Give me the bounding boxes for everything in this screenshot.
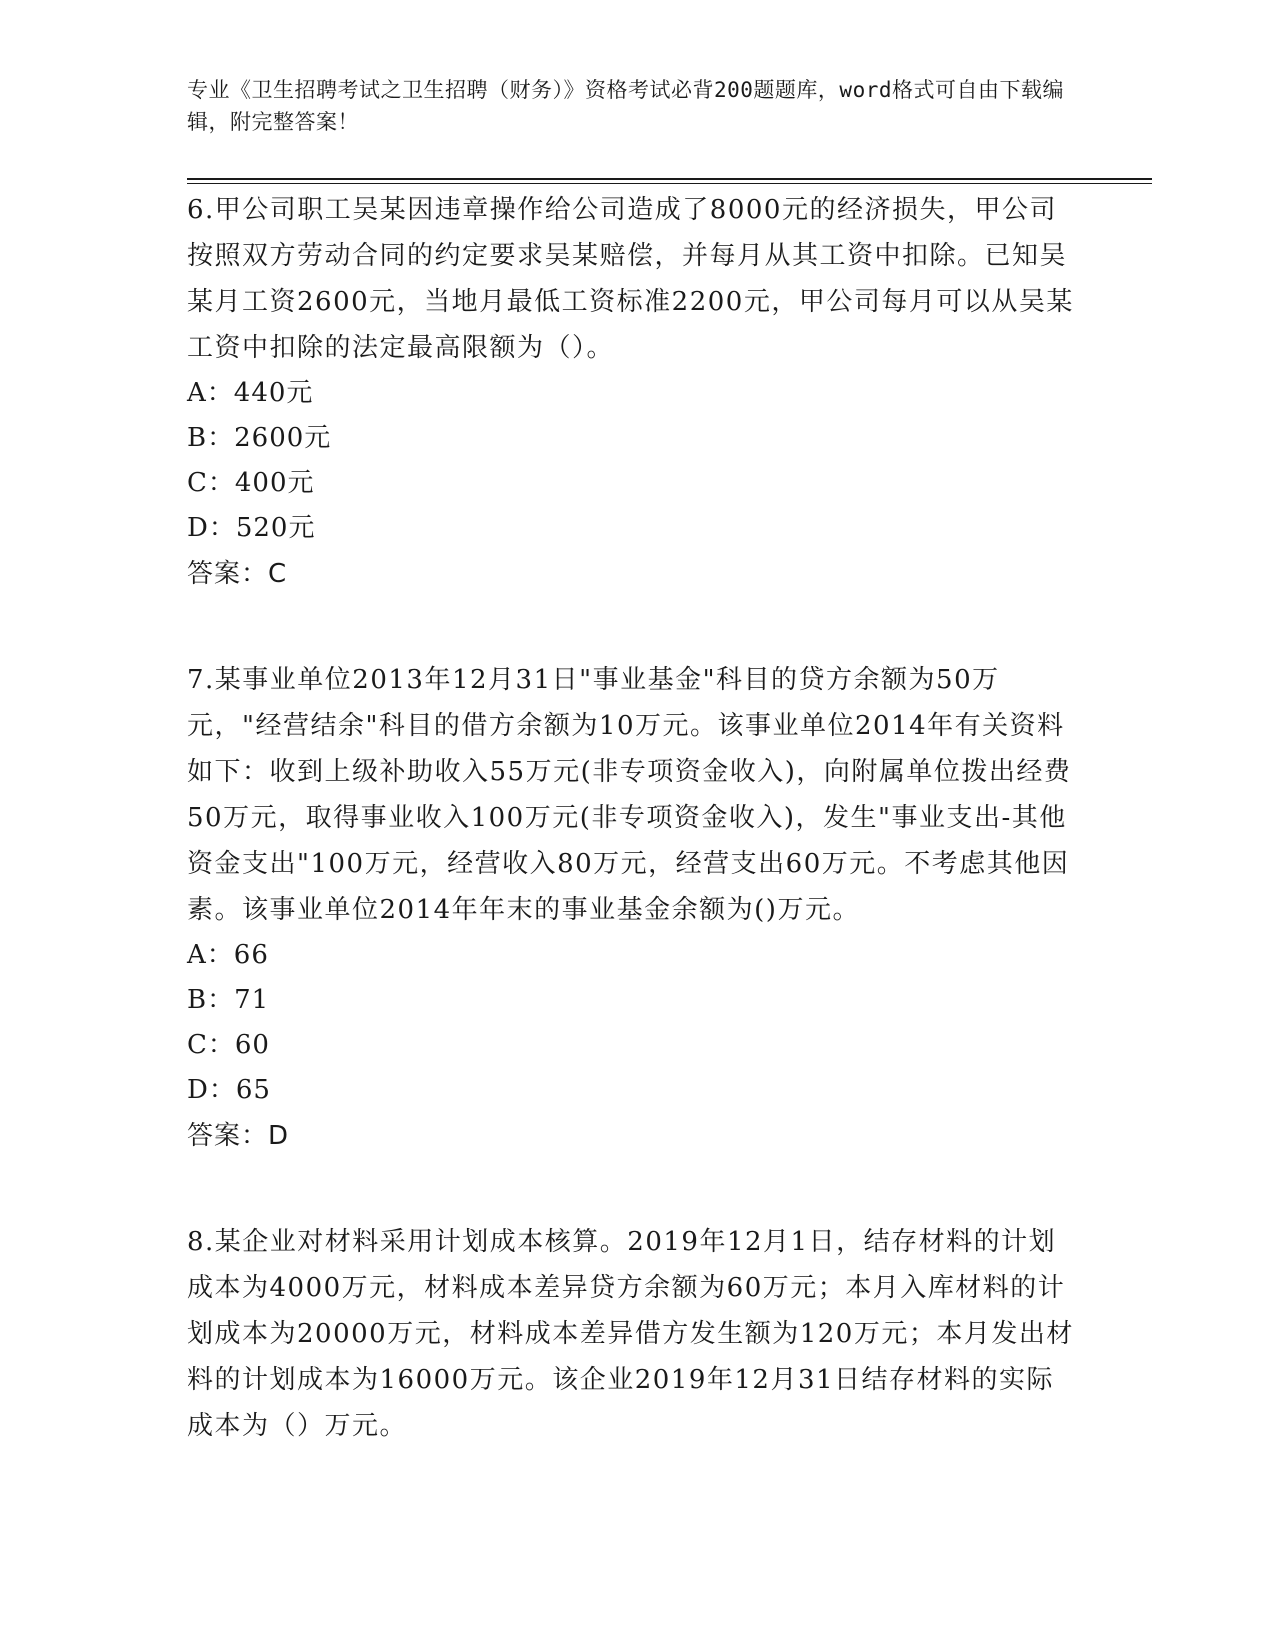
option-b: B：2600元 xyxy=(187,423,332,453)
question-stem: 7.某事业单位2013年12月31日"事业基金"科目的贷方余额为50万元，"经营结余"科目的借方余额为10万元。该事业单位2014年有关资料如下：收到上级补助收入55万元(非专项资金收入)，向附属单位拨出经费50万元，取得事业收入100万元(非专项资金收入)，发生"事业支出-其他资金支出"100万元，经营收入80万元，经营支出60万元。不考虑其他因素。该事业单位2014年年末的事业基金余额为()万元。 xyxy=(187,665,1072,925)
options-list xyxy=(187,933,1077,1113)
answer-line: 答案：D xyxy=(187,1121,290,1151)
question-7 xyxy=(187,657,1077,1159)
option-b: B：71 xyxy=(187,985,270,1015)
option-d: D：520元 xyxy=(187,513,316,543)
header-divider-thick xyxy=(187,178,1152,180)
option-a: A：66 xyxy=(187,940,269,970)
questions-list xyxy=(187,187,1077,1509)
answer-line: 答案：C xyxy=(187,559,288,589)
document-header: 专业《卫生招聘考试之卫生招聘（财务）》资格考试必背200题题库，word格式可自由下载编辑，附完整答案！ xyxy=(187,78,1064,134)
question-6 xyxy=(187,187,1077,597)
option-c: C：60 xyxy=(187,1030,270,1060)
option-c: C：400元 xyxy=(187,468,315,498)
option-d: D：65 xyxy=(187,1075,271,1105)
header-divider-thin xyxy=(187,183,1152,184)
question-stem: 6.甲公司职工吴某因违章操作给公司造成了8000元的经济损失，甲公司按照双方劳动合同的约定要求吴某赔偿，并每月从其工资中扣除。已知吴某月工资2600元，当地月最低工资标准2200元，甲公司每月可以从吴某工资中扣除的法定最高限额为（）。 xyxy=(187,195,1074,363)
question-8 xyxy=(187,1219,1077,1449)
option-a: A：440元 xyxy=(187,378,314,408)
question-stem: 8.某企业对材料采用计划成本核算。2019年12月1日，结存材料的计划成本为4000万元，材料成本差异贷方余额为60万元；本月入库材料的计划成本为20000万元，材料成本差异借方发生额为120万元；本月发出材料的计划成本为16000万元。该企业2019年12月31日结存材料的实际成本为（）万元。 xyxy=(187,1227,1074,1441)
options-list xyxy=(187,371,1077,551)
